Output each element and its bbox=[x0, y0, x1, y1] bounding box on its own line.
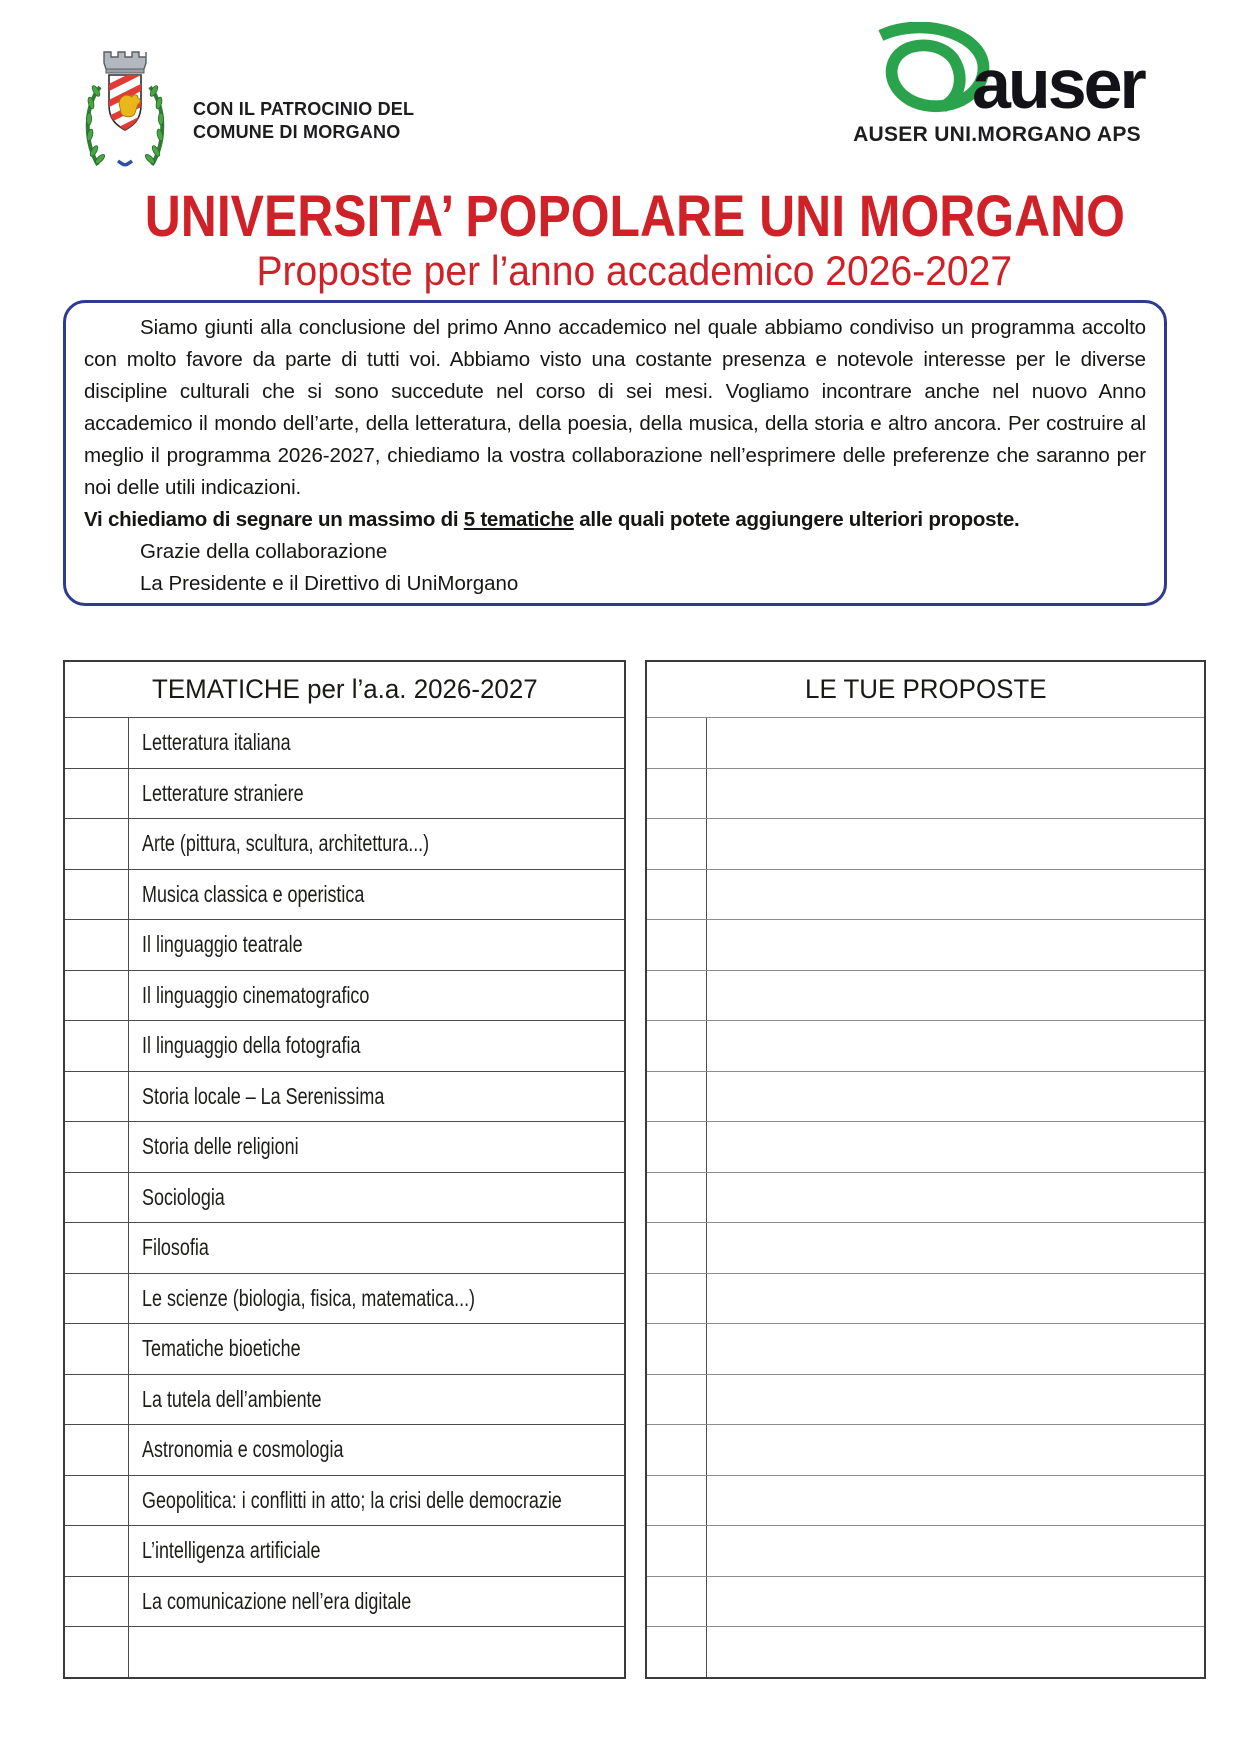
topics-table-rows bbox=[65, 717, 624, 1677]
proposal-row bbox=[647, 1525, 1204, 1576]
topic-label-cell bbox=[129, 1627, 624, 1677]
proposal-input-cell[interactable] bbox=[707, 1425, 1204, 1475]
intro-box bbox=[63, 300, 1167, 606]
proposal-row bbox=[647, 970, 1204, 1021]
thanks-line: Grazie della collaborazione bbox=[140, 540, 388, 563]
proposals-table-header bbox=[647, 662, 1204, 717]
proposal-mark-cell[interactable] bbox=[647, 1577, 707, 1627]
topic-label-cell bbox=[129, 870, 624, 920]
proposal-input-cell[interactable] bbox=[707, 1072, 1204, 1122]
proposal-mark-cell[interactable] bbox=[647, 819, 707, 869]
topic-label: Il linguaggio della fotografia bbox=[142, 1032, 361, 1059]
topic-row bbox=[65, 717, 624, 768]
topic-label: La tutela dell’ambiente bbox=[142, 1385, 322, 1412]
topic-mark-cell[interactable] bbox=[65, 718, 129, 768]
proposal-mark-cell[interactable] bbox=[647, 1223, 707, 1273]
topic-mark-cell[interactable] bbox=[65, 769, 129, 819]
intro-request bbox=[84, 504, 1146, 536]
topic-label-cell bbox=[129, 769, 624, 819]
proposal-row bbox=[647, 1273, 1204, 1324]
page-title: UNIVERSITA’ POPOLARE UNI MORGANO bbox=[144, 184, 1125, 249]
proposal-mark-cell[interactable] bbox=[647, 1072, 707, 1122]
topic-label-cell bbox=[129, 1021, 624, 1071]
proposal-row bbox=[647, 1475, 1204, 1526]
proposal-row bbox=[647, 1323, 1204, 1374]
proposal-mark-cell[interactable] bbox=[647, 769, 707, 819]
proposal-input-cell[interactable] bbox=[707, 1324, 1204, 1374]
request-underlined: 5 tematiche bbox=[463, 508, 574, 531]
topics-table-header-label: TEMATICHE per l’a.a. 2026-2027 bbox=[151, 674, 538, 704]
topic-row bbox=[65, 1121, 624, 1172]
topic-label-cell bbox=[129, 1072, 624, 1122]
topic-label: La comunicazione nell’era digitale bbox=[142, 1587, 412, 1614]
proposal-row bbox=[647, 919, 1204, 970]
proposal-mark-cell[interactable] bbox=[647, 1627, 707, 1677]
proposal-input-cell[interactable] bbox=[707, 1021, 1204, 1071]
proposal-input-cell[interactable] bbox=[707, 1526, 1204, 1576]
proposal-mark-cell[interactable] bbox=[647, 1425, 707, 1475]
topic-mark-cell[interactable] bbox=[65, 1021, 129, 1071]
topic-label: Filosofia bbox=[142, 1234, 209, 1261]
topic-mark-cell[interactable] bbox=[65, 1072, 129, 1122]
topic-mark-cell[interactable] bbox=[65, 1173, 129, 1223]
proposal-mark-cell[interactable] bbox=[647, 1122, 707, 1172]
topic-mark-cell[interactable] bbox=[65, 1223, 129, 1273]
page-subtitle: Proposte per l’anno accademico 2026-2027 bbox=[256, 247, 1013, 294]
proposal-row bbox=[647, 1374, 1204, 1425]
topic-label-cell bbox=[129, 1476, 624, 1526]
proposal-input-cell[interactable] bbox=[707, 1627, 1204, 1677]
proposal-row bbox=[647, 818, 1204, 869]
proposal-mark-cell[interactable] bbox=[647, 1476, 707, 1526]
intro-paragraph: Siamo giunti alla conclusione del primo Anno accademico nel quale abbiamo condiviso un programma accolto con molto favore da parte di tutti voi. Abbiamo visto una costante presenza e notevole interesse per le diverse discipline culturali che si sono succedute nel corso di sei mesi. Vogliamo incontrare anche nel nuovo Anno accademico il mondo dell’arte, della letteratura, della poesia, della musica, della storia e altro ancora. Per costruire al meglio il programma 2026-2027, chiediamo la vostra collaborazione nell’esprimere delle preferenze che saranno per noi delle utili indicazioni. bbox=[84, 316, 1146, 499]
proposal-input-cell[interactable] bbox=[707, 819, 1204, 869]
topic-label-cell bbox=[129, 1223, 624, 1273]
topic-label-cell bbox=[129, 1375, 624, 1425]
topic-label: Sociologia bbox=[142, 1183, 225, 1210]
proposal-row bbox=[647, 1071, 1204, 1122]
proposal-row bbox=[647, 1576, 1204, 1627]
proposal-row bbox=[647, 717, 1204, 768]
topics-table bbox=[63, 660, 626, 1679]
proposal-input-cell[interactable] bbox=[707, 1173, 1204, 1223]
topic-mark-cell[interactable] bbox=[65, 1274, 129, 1324]
proposal-input-cell[interactable] bbox=[707, 1476, 1204, 1526]
proposal-mark-cell[interactable] bbox=[647, 1021, 707, 1071]
patronage-line-1: CON IL PATROCINIO DEL bbox=[193, 99, 415, 119]
request-suffix: alle quali potete aggiungere ulteriori proposte. bbox=[573, 508, 1020, 531]
proposal-input-cell[interactable] bbox=[707, 1223, 1204, 1273]
topic-label-cell bbox=[129, 718, 624, 768]
proposal-row bbox=[647, 1020, 1204, 1071]
topic-mark-cell[interactable] bbox=[65, 819, 129, 869]
topic-mark-cell[interactable] bbox=[65, 1526, 129, 1576]
proposal-mark-cell[interactable] bbox=[647, 920, 707, 970]
proposal-input-cell[interactable] bbox=[707, 1122, 1204, 1172]
auser-org-name: AUSER UNI.MORGANO APS bbox=[853, 123, 1141, 146]
topic-label: L’intelligenza artificiale bbox=[142, 1537, 321, 1564]
proposal-mark-cell[interactable] bbox=[647, 1526, 707, 1576]
topic-row bbox=[65, 1071, 624, 1122]
proposal-input-cell[interactable] bbox=[707, 769, 1204, 819]
proposal-mark-cell[interactable] bbox=[647, 971, 707, 1021]
topic-mark-cell[interactable] bbox=[65, 1425, 129, 1475]
topic-label: Il linguaggio cinematografico bbox=[142, 981, 370, 1008]
topic-mark-cell[interactable] bbox=[65, 1627, 129, 1677]
proposal-input-cell[interactable] bbox=[707, 1375, 1204, 1425]
topics-table-header bbox=[65, 662, 624, 717]
proposal-input-cell[interactable] bbox=[707, 718, 1204, 768]
signature-line: La Presidente e il Direttivo di UniMorgano bbox=[140, 572, 519, 595]
topic-row bbox=[65, 1374, 624, 1425]
topic-label: Storia locale – La Serenissima bbox=[142, 1082, 385, 1109]
topic-row bbox=[65, 1323, 624, 1374]
proposal-input-cell[interactable] bbox=[707, 920, 1204, 970]
proposal-mark-cell[interactable] bbox=[647, 1173, 707, 1223]
topic-mark-cell[interactable] bbox=[65, 1476, 129, 1526]
coat-of-arms-icon bbox=[80, 46, 170, 174]
topic-row bbox=[65, 970, 624, 1021]
proposal-mark-cell[interactable] bbox=[647, 1324, 707, 1374]
auser-logo bbox=[852, 22, 1152, 147]
topic-mark-cell[interactable] bbox=[65, 1577, 129, 1627]
topic-label: Le scienze (biologia, fisica, matematica...) bbox=[142, 1284, 476, 1311]
topic-mark-cell[interactable] bbox=[65, 1375, 129, 1425]
auser-wordmark: auser bbox=[972, 44, 1144, 123]
topic-row bbox=[65, 768, 624, 819]
proposal-row bbox=[647, 1172, 1204, 1223]
proposal-input-cell[interactable] bbox=[707, 1577, 1204, 1627]
proposal-row bbox=[647, 1626, 1204, 1677]
topic-label-cell bbox=[129, 819, 624, 869]
topic-row bbox=[65, 818, 624, 869]
proposal-row bbox=[647, 869, 1204, 920]
proposal-row bbox=[647, 1424, 1204, 1475]
proposals-table bbox=[645, 660, 1206, 1679]
patronage-line-2: COMUNE DI MORGANO bbox=[193, 121, 401, 142]
topic-label-cell bbox=[129, 1577, 624, 1627]
topic-mark-cell[interactable] bbox=[65, 870, 129, 920]
topic-row bbox=[65, 1172, 624, 1223]
topic-label-cell bbox=[129, 920, 624, 970]
proposal-input-cell[interactable] bbox=[707, 971, 1204, 1021]
topic-label: Arte (pittura, scultura, architettura...) bbox=[142, 830, 430, 857]
proposal-input-cell[interactable] bbox=[707, 1274, 1204, 1324]
proposals-table-header-label: LE TUE PROPOSTE bbox=[804, 674, 1047, 704]
proposal-input-cell[interactable] bbox=[707, 870, 1204, 920]
topic-row bbox=[65, 1525, 624, 1576]
proposal-mark-cell[interactable] bbox=[647, 1274, 707, 1324]
topic-row bbox=[65, 1626, 624, 1677]
topic-label: Geopolitica: i conflitti in atto; la crisi delle democrazie bbox=[142, 1486, 562, 1513]
topic-label-cell bbox=[129, 1526, 624, 1576]
topic-mark-cell[interactable] bbox=[65, 1324, 129, 1374]
topic-label-cell bbox=[129, 1173, 624, 1223]
patronage-text bbox=[193, 98, 414, 143]
topic-label-cell bbox=[129, 1122, 624, 1172]
topic-label-cell bbox=[129, 1425, 624, 1475]
topic-row bbox=[65, 1222, 624, 1273]
topic-label: Letteratura italiana bbox=[142, 729, 291, 756]
topic-row bbox=[65, 1020, 624, 1071]
proposal-row bbox=[647, 768, 1204, 819]
topic-label: Letterature straniere bbox=[142, 779, 304, 806]
topic-label-cell bbox=[129, 971, 624, 1021]
topic-mark-cell[interactable] bbox=[65, 1122, 129, 1172]
topic-mark-cell[interactable] bbox=[65, 971, 129, 1021]
topic-label: Astronomia e cosmologia bbox=[142, 1436, 344, 1463]
topic-label: Il linguaggio teatrale bbox=[142, 931, 303, 958]
topic-label: Tematiche bioetiche bbox=[142, 1335, 301, 1362]
proposal-row bbox=[647, 1121, 1204, 1172]
topic-row bbox=[65, 1576, 624, 1627]
topic-label-cell bbox=[129, 1324, 624, 1374]
topic-row bbox=[65, 1475, 624, 1526]
proposal-row bbox=[647, 1222, 1204, 1273]
topic-row bbox=[65, 1424, 624, 1475]
proposal-mark-cell[interactable] bbox=[647, 718, 707, 768]
proposals-table-rows bbox=[647, 717, 1204, 1677]
topic-mark-cell[interactable] bbox=[65, 920, 129, 970]
topic-label: Storia delle religioni bbox=[142, 1133, 299, 1160]
topic-row bbox=[65, 919, 624, 970]
topic-label-cell bbox=[129, 1274, 624, 1324]
proposal-mark-cell[interactable] bbox=[647, 870, 707, 920]
topic-row bbox=[65, 869, 624, 920]
proposal-mark-cell[interactable] bbox=[647, 1375, 707, 1425]
request-prefix: Vi chiediamo di segnare un massimo di bbox=[84, 508, 464, 531]
topic-row bbox=[65, 1273, 624, 1324]
topic-label: Musica classica e operistica bbox=[142, 880, 365, 907]
